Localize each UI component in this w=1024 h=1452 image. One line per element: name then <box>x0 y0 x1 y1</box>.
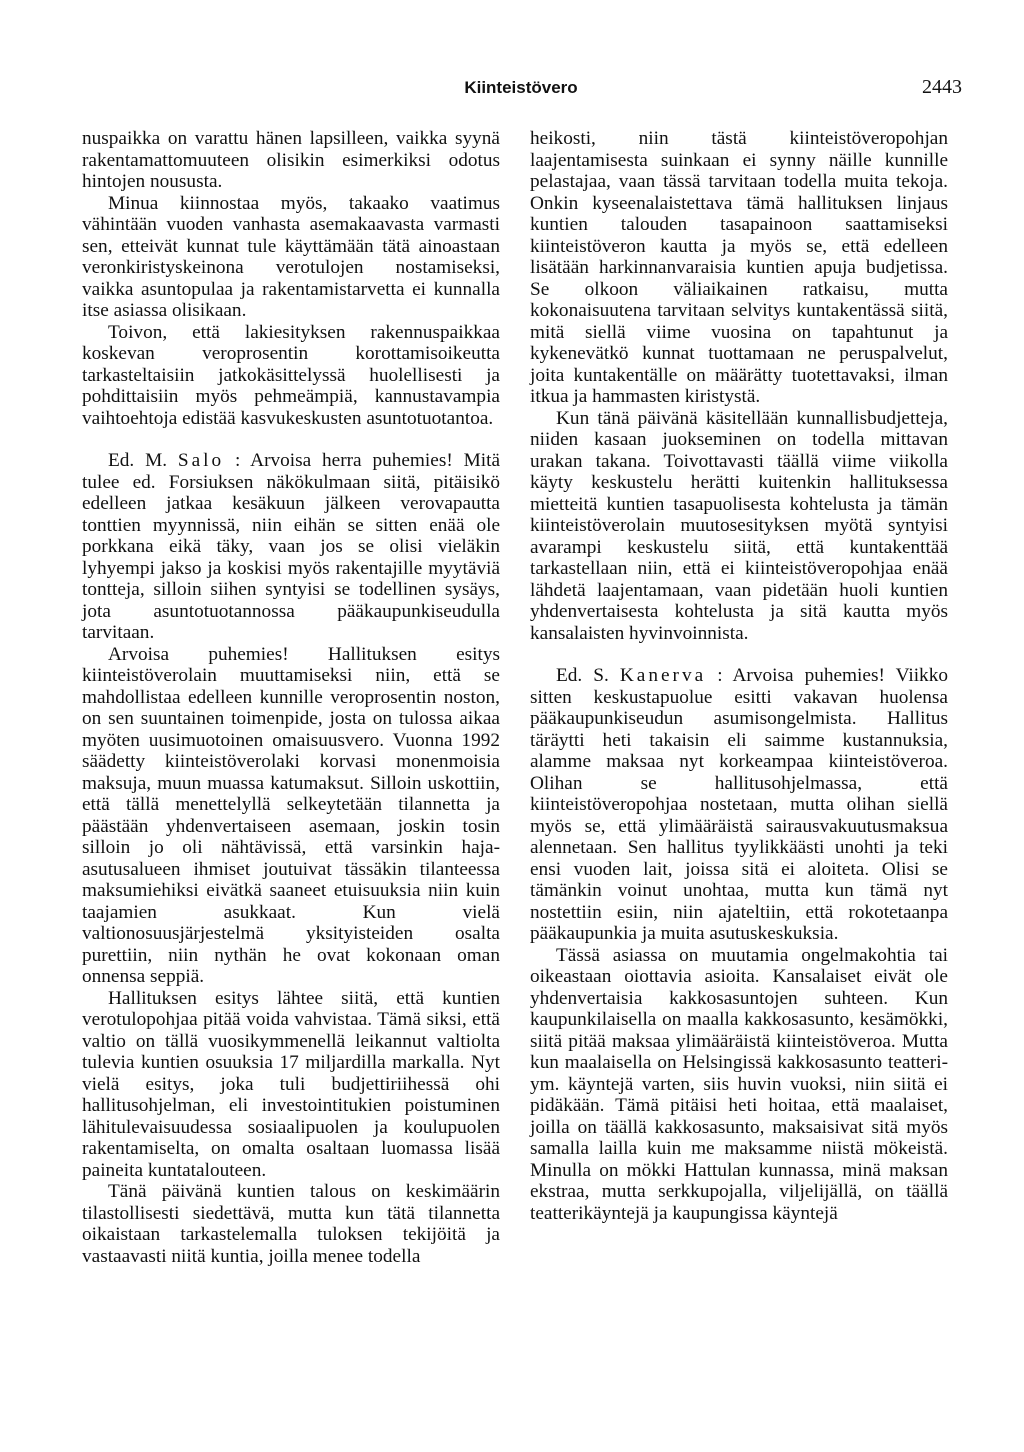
page-number: 2443 <box>922 76 962 98</box>
paragraph: nuspaikka on varattu hänen lapsilleen, vaikka syynä rakentamattomuuteen olisikin esimerkiksi odotus hintojen noususta. <box>82 128 500 192</box>
paragraph: Arvoisa puhemies! Hallituksen esitys kiinteistöverolain muuttamiseksi niin, että se mahdollistaa edelleen kunnille veroprosentin noston, on sen suuntainen toimenpide, josta on tulossa aikaa myöten uusimuotoinen omaisuusvero. Vuonna 1992 säädetty kiinteistöverolaki korvasi monenmoisia maksuja, muun muassa katumaksut. Silloin uskottiin, että tällä menettelyllä selkeytetään tilannetta ja päästään yhdenvertaiseen asemaan, joskin tosin silloin jo oli nähtävissä, että varsinkin haja-asutusalueen ihmiset joutuivat tässäkin tilanteessa maksumiehiksi eivätkä saaneet etuisuuksia niin kuin taajamien asukkaat. Kun vielä valtionosuusjärjestelmä yksityisteiden osalta purettiin, niin nythän he ovat kokonaan oman onnensa seppiä. <box>82 643 500 987</box>
speaker-prefix: Ed. S. <box>556 665 609 686</box>
page-header <box>80 74 962 104</box>
speech-text: : Arvoisa herra puhemies! Mitä tulee ed. Forsiuksen näkökulmaan siitä, pitäisikö edelleen jatkaa kesäkuun jälkeen verovapautta tonttien myynnissä, niin eihän se sitten enää ole porkkana eikä täky, vaan jos se olisi vieläkin lyhyempi jakso ja koskisi myös rakentajille myytäviä tontteja, silloin siihen syntyisi se todellinen sysäys, jota asuntotuotannossa pääkaupunkiseudulla tarvitaan. <box>82 450 501 643</box>
speaker-name: Kanerva <box>619 665 707 686</box>
paragraph: Tässä asiassa on muutamia ongelmakohtia tai oikeastaan oiottavia asioita. Kansalaiset eivät ole yhdenvertaisia kakkosasuntojen suhteen. Kun kaupunkilaisella on maalla kakkosasunto, kesämökki, siitä pitää maksaa ylimääräistä kiinteistöveroa. Mutta kun maalaisella on Helsingissä kakkosasunto teatteri- ym. käyntejä varten, siis huvin vuoksi, niin siitä ei pidäkään. Tämä pitäisi heti hoitaa, että maalaiset, joilla on täällä kakkosasunto, maksaisivat sitä myös samalla lailla kuin me maksamme niistä mökeistä. Minulla on mökki Hattulan kunnassa, minä maksan ekstraa, mutta serkkupojalla, viljelijällä, on täällä teatterikäyntejä ja kaupungissa käyntejä <box>530 944 948 1224</box>
paragraph: Minua kiinnostaa myös, takaako vaatimus vähintään vuoden vanhasta asemakaavasta varmasti sen, etteivät kunnat tule käyttämään tätä ainoastaan veronkiristyskeinona verotulojen nostamiseksi, vaikka asuntopulaa ja rakentamistarvetta ei kunnalla itse asiassa olisikaan. <box>82 192 500 321</box>
paragraph: Tänä päivänä kuntien talous on keskimäärin tilastollisesti siedettävä, mutta kun tätä tilannetta oikaistaan tarkastelemalla tuloksen tekijöitä ja vastaavasti niitä kuntia, joilla menee todella <box>82 1181 500 1267</box>
right-column <box>530 128 948 1224</box>
left-column <box>82 128 500 1267</box>
paragraph: Kun tänä päivänä käsitellään kunnallisbudjetteja, niiden kasaan juokseminen on todella mittavan urakan takana. Toivottavasti täällä viime viikolla käyty keskustelu herätti kuitenkin hallituksessa mietteitä kuntien tasapuolisesta kohtelusta ja tämän kiinteistöverolain muutosesityksen myötä syntyisi avarampi keskustelu siitä, että kuntakenttää tarkastellaan niin, että ei kiinteistöveropohjaa enää lähdetä laajentamaan, vaan pidetään huoli kuntien yhdenvertaisesta kohtelusta ja sitä kautta myös kansalaisten hyvinvoinnista. <box>530 407 948 644</box>
paragraph: Toivon, että lakiesityksen rakennuspaikkaa koskevan veroprosentin korottamisoikeutta tarkasteltaisiin jatkokäsittelyssä huolellisesti ja pohdittaisiin myös pehmeämpiä, kannustavampia vaihtoehtoja edistää kasvukeskusten asuntotuotantoa. <box>82 321 500 429</box>
paragraph: heikosti, niin tästä kiinteistöveropohjan laajentamisesta suinkaan ei synny näille kunnille pelastajaa, vaan tässä tarvitaan todella muita tekoja. Onkin kyseenalaistettava tämä hallituksen linjaus kuntien talouden tasapainoon saattamiseksi kiinteistöveron kautta ja myös se, että edelleen lisätään harkinnanvaraisia kuntien apuja budjetissa. Se olkoon väliaikainen ratkaisu, mutta kokonaisuutena tarvitaan selvitys kuntakentässä siitä, mitä siellä viime vuosina on tapahtunut ja kykenevätkö kunnat tuottamaan ne peruspalvelut, joita kuntakentälle on määrätty tuotettavaksi, ilman itkua ja hammasten kiristystä. <box>530 128 948 407</box>
paragraph: Hallituksen esitys lähtee siitä, että kuntien verotulopohjaa pitää voida vahvistaa. Tämä siksi, että valtio on tällä vuosikymmenellä leikannut valtiolta tulevia kuntien osuuksia 17 miljardilla markalla. Nyt vielä esitys, joka tuli budjettiriihessä ohi hallitusohjelman, eli investointitukien poistuminen lähitulevaisuudessa sosiaalipuolen ja koulupuolen rakentamiselta, on omalta osaltaan luomassa lisää paineita kuntatalouteen. <box>82 987 500 1181</box>
running-title: Kiinteistövero <box>464 78 578 97</box>
speech-kanerva <box>530 665 948 945</box>
speaker-name: Salo <box>177 450 225 471</box>
speaker-prefix: Ed. M. <box>108 450 168 471</box>
speech-salo <box>82 450 500 644</box>
speech-text: : Arvoisa puhemies! Viikko sitten keskustapuolue esitti vakavan huolensa pääkaupunkiseudun asumisongelmista. Hallitus täräytti heti takaisin eli saimme kustannuksia, alamme maksaa nyt korkeampaa kiinteistöveroa. Olihan se hallitusohjelmassa, että kiinteistöveropohjaa nostetaan, mutta olihan siellä myös se, että ylimääräistä sairausvakuutusmaksua alennetaan. Sen hallitus tyylikkäästi unohti ja teki ensi vuoden lait, joissa sitä ei aloiteta. Olisi se tämänkin voinut unohtaa, mutta kun tämä nyt nostettiin esiin, niin ajateltiin, että rokotetaanpa pääkaupunkia ja muita asutuskeskuksia. <box>530 665 948 944</box>
